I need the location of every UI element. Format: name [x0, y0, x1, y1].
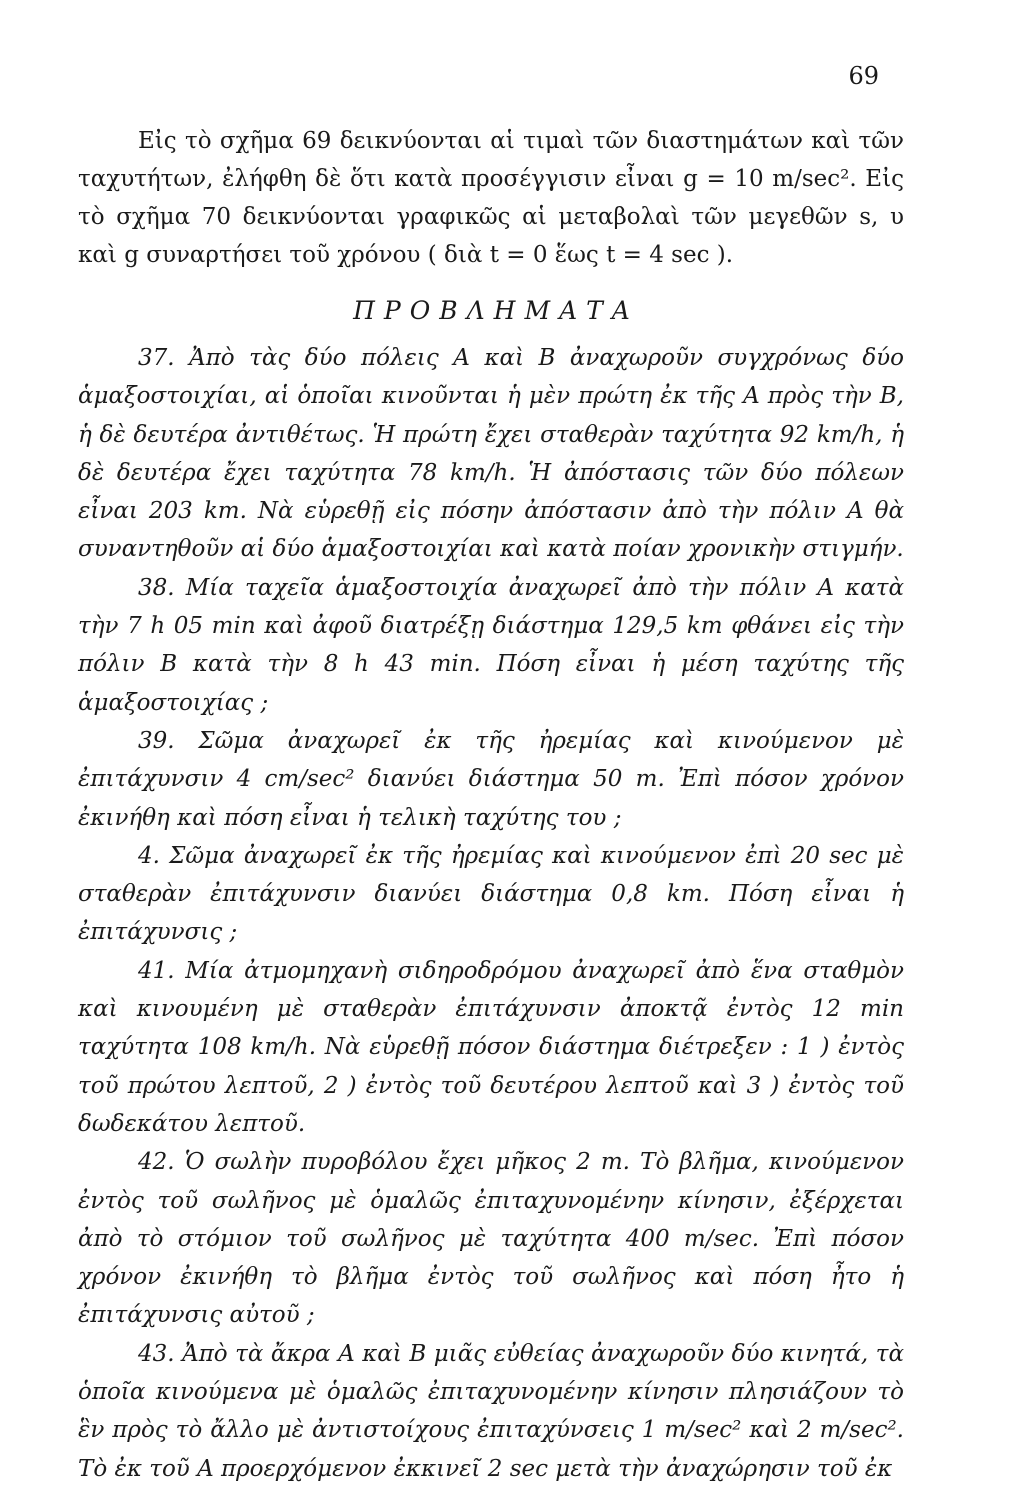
problem-42: 42. Ὁ σωλὴν πυροβόλου ἔχει μῆκος 2 m. Τὸ βλῆμα, κινούμενον ἐντὸς τοῦ σωλῆνος μὲ ὁμαλῶς ἐπιταχυνομένην κίνησιν, ἐξέρχεται ἀπὸ τὸ στόμιον τοῦ σωλῆνος μὲ ταχύτητα 400 m/sec. Ἐπὶ πόσον χρόνον ἐκινήθη τὸ βλῆμα ἐντὸς τοῦ σωλῆνος καὶ πόση ἦτο ἡ ἐπιτάχυνσις αὐτοῦ ;: [78, 1149, 904, 1329]
page-number: 69: [848, 62, 879, 90]
problem-39: 39. Σῶμα ἀναχωρεῖ ἐκ τῆς ἠρεμίας καὶ κινούμενον μὲ ἐπιτάχυνσιν 4 cm/sec² διανύει διάστημα 50 m. Ἐπὶ πόσον χρόνον ἐκινήθη καὶ πόση εἶναι ἡ τελικὴ ταχύτης του ;: [78, 727, 904, 831]
problem-37: 37. Ἀπὸ τὰς δύο πόλεις Α καὶ Β ἀναχωροῦν συγχρόνως δύο ἁμαξοστοιχίαι, αἱ ὁποῖαι κινοῦνται ἡ μὲν πρώτη ἐκ τῆς Α πρὸς τὴν Β, ἡ δὲ δευτέρα ἀντιθέτως. Ἡ πρώτη ἔχει σταθερὰν ταχύτητα 92 km/h, ἡ δὲ δευτέρα ἔχει ταχύτητα 78 km/h. Ἡ ἀπόστασις τῶν δύο πόλεων εἶναι 203 km. Νὰ εὑρεθῇ εἰς πόσην ἀπόστασιν ἀπὸ τὴν πόλιν Α θὰ συναντηθοῦν αἱ δύο ἁμαξοστοιχίαι καὶ κατὰ ποίαν χρονικὴν στιγμήν.: [78, 345, 904, 563]
problem-41: 41. Μία ἀτμομηχανὴ σιδηροδρόμου ἀναχωρεῖ ἀπὸ ἕνα σταθμὸν καὶ κινουμένη μὲ σταθερὰν ἐπιτάχυνσιν ἀποκτᾷ ἐντὸς 12 min ταχύτητα 108 km/h. Νὰ εὑρεθῇ πόσον διάστημα διέτρεξεν : 1 ) ἐντὸς τοῦ πρώτου λεπτοῦ, 2 ) ἐντὸς τοῦ δευτέρου λεπτοῦ καὶ 3 ) ἐντὸς τοῦ δωδεκάτου λεπτοῦ.: [78, 957, 904, 1137]
problem-38: 38. Μία ταχεῖα ἁμαξοστοιχία ἀναχωρεῖ ἀπὸ τὴν πόλιν Α κατὰ τὴν 7 h 05 min καὶ ἀφοῦ διατρέξῃ διάστημα 129,5 km φθάνει εἰς τὴν πόλιν Β κατὰ τὴν 8 h 43 min. Πόση εἶναι ἡ μέση ταχύτης τῆς ἁμαξοστοιχίας ;: [78, 574, 904, 716]
page-content: [78, 122, 904, 1488]
problems-list: [78, 339, 904, 1488]
intro-paragraph: Εἰς τὸ σχῆμα 69 δεικνύονται αἱ τιμαὶ τῶν διαστημάτων καὶ τῶν ταχυτήτων, ἐλήφθη δὲ ὅτι κατὰ προσέγγισιν εἶναι g = 10 m/sec². Εἰς τὸ σχῆμα 70 δεικνύονται γραφικῶς αἱ μεταβολαὶ τῶν μεγεθῶν s, υ καὶ g συναρτήσει τοῦ χρόνου ( διὰ t = 0 ἕως t = 4 sec ).: [78, 128, 904, 268]
problem-40: 4. Σῶμα ἀναχωρεῖ ἐκ τῆς ἠρεμίας καὶ κινούμενον ἐπὶ 20 sec μὲ σταθερὰν ἐπιτάχυνσιν διανύει διάστημα 0,8 km. Πόση εἶναι ἡ ἐπιτάχυνσις ;: [78, 842, 904, 946]
section-title: ΠΡΟΒΛΗΜΑΤΑ: [353, 296, 639, 325]
problem-43: 43. Ἀπὸ τὰ ἄκρα Α καὶ Β μιᾶς εὐθείας ἀναχωροῦν δύο κινητά, τὰ ὁποῖα κινούμενα μὲ ὁμαλῶς ἐπιταχυνομένην κίνησιν πλησιάζουν τὸ ἓν πρὸς τὸ ἄλλο μὲ ἀντιστοίχους ἐπιταχύνσεις 1 m/sec² καὶ 2 m/sec². Τὸ ἐκ τοῦ Α προερχόμενον ἐκκινεῖ 2 sec μετὰ τὴν ἀναχώρησιν τοῦ ἐκ: [78, 1340, 904, 1482]
intro-text: [78, 122, 904, 274]
